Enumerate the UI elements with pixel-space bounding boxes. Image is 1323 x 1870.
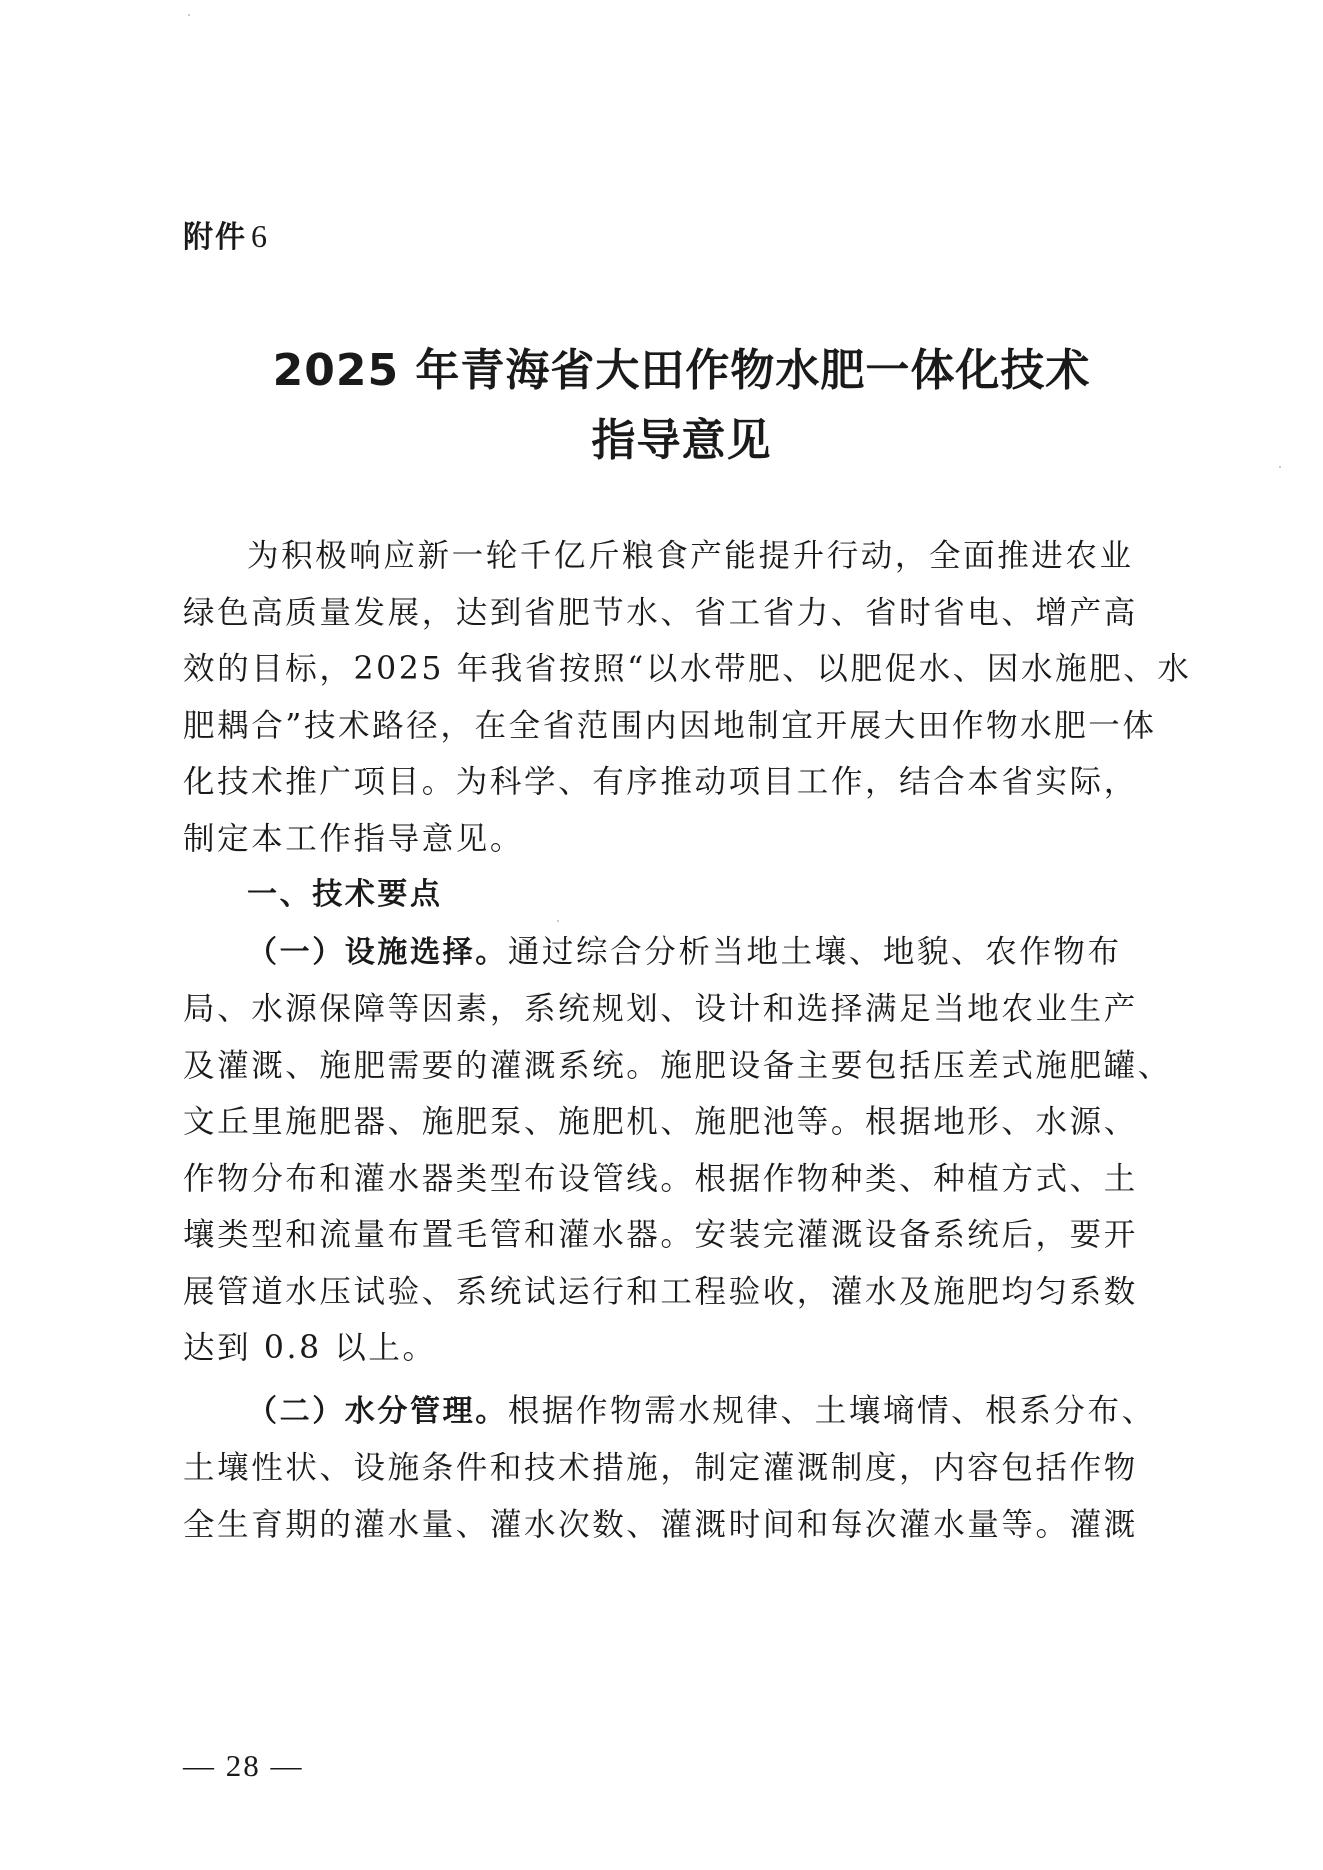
intro-line: 为积极响应新一轮千亿斤粮食产能提升行动，全面推进农业 [247, 538, 1134, 574]
page-number: — 28 — [183, 1748, 304, 1783]
document-body [183, 528, 1192, 1553]
item-label: （二）水分管理。 [247, 1393, 508, 1429]
attachment-number: 6 [251, 218, 269, 254]
document-title-line-1: 2025 年青海省大田作物水肥一体化技术 [272, 345, 1091, 396]
intro-line: 制定本工作指导意见。 [183, 820, 525, 857]
intro-line: 化技术推广项目。为科学、有序推动项目工作，结合本省实际， [183, 764, 1138, 800]
item-line: 展管道水压试验、系统试运行和工程验收，灌水及施肥均匀系数 [183, 1273, 1138, 1310]
attachment-text: 附件 [183, 220, 247, 255]
item-label: （一）设施选择。 [247, 934, 508, 970]
item-text: 通过综合分析当地土壤、地貌、农作物布 [507, 933, 1122, 970]
item-line: 全生育期的灌水量、灌水次数、灌溉时间和每次灌水量等。灌溉 [183, 1506, 1138, 1543]
intro-line: 效的目标，2025 年我省按照“以水带肥、以肥促水、因水施肥、水 [183, 651, 1192, 687]
item-line: 作物分布和灌水器类型布设管线。根据作物种类、种植方式、土 [183, 1160, 1138, 1197]
attachment-label [183, 212, 269, 256]
item-line: 壤类型和流量布置毛管和灌水器。安装完灌溉设备系统后，要开 [183, 1217, 1138, 1253]
intro-line: 肥耦合”技术路径，在全省范围内因地制宜开展大田作物水肥一体 [183, 707, 1157, 744]
item-line: 达到 0.8 以上。 [183, 1330, 437, 1366]
intro-line: 绿色高质量发展，达到省肥节水、省工省力、省时省电、增产高 [183, 594, 1138, 631]
item-line: 局、水源保障等因素，系统规划、设计和选择满足当地农业生产 [183, 991, 1138, 1027]
section-heading: 一、技术要点 [247, 877, 443, 912]
item-text: 根据作物需水规律、土壤墒情、根系分布、 [507, 1392, 1156, 1429]
scan-speck [1279, 466, 1281, 468]
item-facility-selection [183, 924, 1180, 1377]
item-line: 及灌溉、施肥需要的灌溉系统。施肥设备主要包括压差式施肥罐、 [183, 1047, 1172, 1084]
document-title-line-2: 指导意见 [591, 415, 772, 466]
item-line: 土壤性状、设施条件和技术措施，制定灌溉制度，内容包括作物 [183, 1450, 1138, 1486]
item-water-management [183, 1383, 1180, 1554]
scan-speck [188, 14, 190, 16]
item-line: 文丘里施肥器、施肥泵、施肥机、施肥池等。根据地形、水源、 [183, 1104, 1138, 1140]
intro-paragraph [183, 528, 1192, 867]
